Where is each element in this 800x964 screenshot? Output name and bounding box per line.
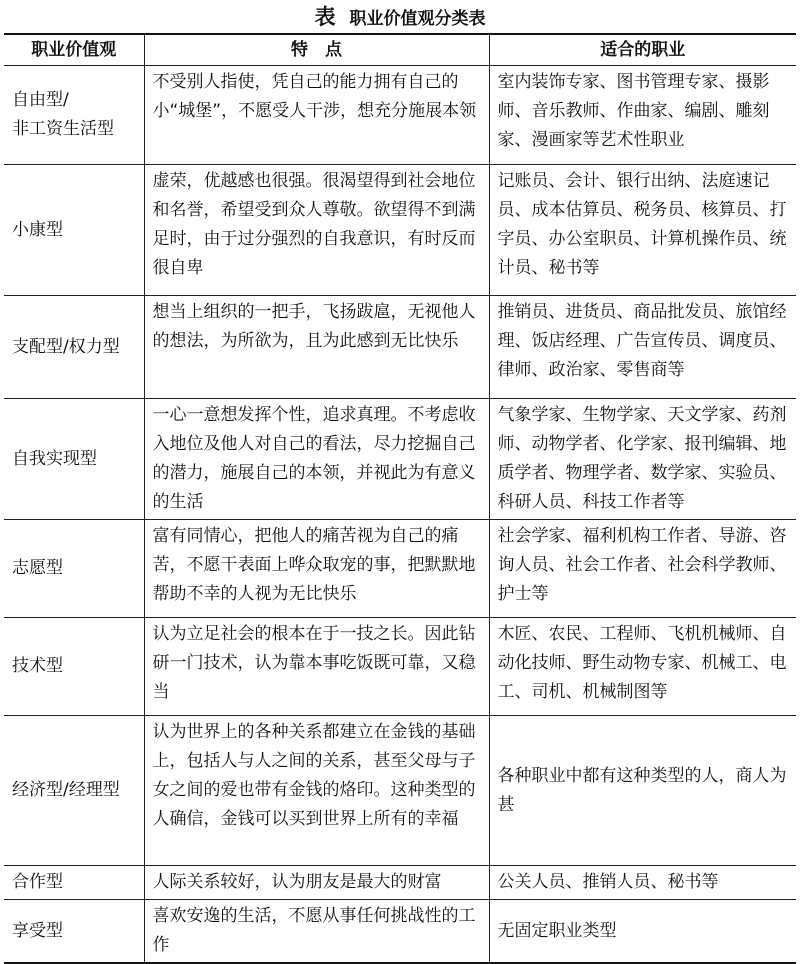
row-career: 气象学家、生物学家、天文学家、药剂师、动物学者、化学家、报刊编辑、地质学者、物理学者、数学家、实验员、科研人员、科技工作者等 xyxy=(489,399,796,520)
table-row xyxy=(4,618,796,716)
row-type: 享受型 xyxy=(4,900,144,964)
header-career-values: 职业价值观 xyxy=(4,34,144,66)
row-type: 自我实现型 xyxy=(4,399,144,520)
row-career: 公关人员、推销人员、秘书等 xyxy=(489,866,796,900)
row-trait: 喜欢安逸的生活，不愿从事任何挑战性的工作 xyxy=(144,900,489,964)
row-type: 小康型 xyxy=(4,165,144,296)
row-trait: 认为立足社会的根本在于一技之长。因此钻研一门技术，认为靠本事吃饭既可靠，又稳当 xyxy=(144,618,489,716)
row-type: 技术型 xyxy=(4,618,144,716)
row-trait: 不受别人指使，凭自己的能力拥有自己的小“城堡”，不愿受人干涉，想充分施展本领 xyxy=(144,66,489,165)
row-type: 经济型/经理型 xyxy=(4,716,144,866)
row-trait: 一心一意想发挥个性，追求真理。不考虑收入地位及他人对自己的看法，尽力挖掘自己的潜力，施展自己的本领，并视此为有意义的生活 xyxy=(144,399,489,520)
career-values-table xyxy=(4,33,796,964)
table-row xyxy=(4,66,796,165)
header-suitable-careers: 适合的职业 xyxy=(489,34,796,66)
row-trait: 虚荣，优越感也很强。很渴望得到社会地位和名誉，希望受到众人尊敬。欲望得不到满足时，由于过分强烈的自我意识，有时反而很自卑 xyxy=(144,165,489,296)
row-type: 自由型/ 非工资生活型 xyxy=(4,66,144,165)
header-traits: 特 点 xyxy=(144,34,489,66)
row-career: 各种职业中都有这种类型的人，商人为甚 xyxy=(489,716,796,866)
table-row xyxy=(4,716,796,866)
caption-title: 职业价值观分类表 xyxy=(349,9,486,29)
row-career: 记账员、会计、银行出纳、法庭速记员、成本估算员、税务员、核算员、打字员、办公室职员、计算机操作员、统计员、秘书等 xyxy=(489,165,796,296)
row-career: 社会学家、福利机构工作者、导游、咨询人员、社会工作者、社会科学教师、护士等 xyxy=(489,520,796,618)
table-row xyxy=(4,296,796,399)
table-row xyxy=(4,399,796,520)
row-type: 支配型/权力型 xyxy=(4,296,144,399)
row-career: 木匠、农民、工程师、飞机机械师、自动化技师、野生动物专家、机械工、电工、司机、机械制图等 xyxy=(489,618,796,716)
table-row xyxy=(4,520,796,618)
caption-lead: 表 xyxy=(314,5,336,29)
row-trait: 人际关系较好，认为朋友是最大的财富 xyxy=(144,866,489,900)
table-row xyxy=(4,900,796,964)
table-header-row xyxy=(4,34,796,66)
row-type: 志愿型 xyxy=(4,520,144,618)
row-type: 合作型 xyxy=(4,866,144,900)
table-caption xyxy=(0,4,800,32)
row-trait: 富有同情心，把他人的痛苦视为自己的痛苦，不愿干表面上哗众取宠的事，把默默地帮助不幸的人视为无比快乐 xyxy=(144,520,489,618)
table-row xyxy=(4,165,796,296)
row-trait: 认为世界上的各种关系都建立在金钱的基础上，包括人与人之间的关系，甚至父母与子女之间的爱也带有金钱的烙印。这种类型的人确信，金钱可以买到世界上所有的幸福 xyxy=(144,716,489,866)
row-trait: 想当上组织的一把手，飞扬跋扈，无视他人的想法，为所欲为，且为此感到无比快乐 xyxy=(144,296,489,399)
row-career: 无固定职业类型 xyxy=(489,900,796,964)
row-career: 推销员、进货员、商品批发员、旅馆经理、饭店经理、广告宣传员、调度员、律师、政治家、零售商等 xyxy=(489,296,796,399)
table-row xyxy=(4,866,796,900)
row-career: 室内装饰专家、图书管理专家、摄影师、音乐教师、作曲家、编剧、雕刻家、漫画家等艺术性职业 xyxy=(489,66,796,165)
